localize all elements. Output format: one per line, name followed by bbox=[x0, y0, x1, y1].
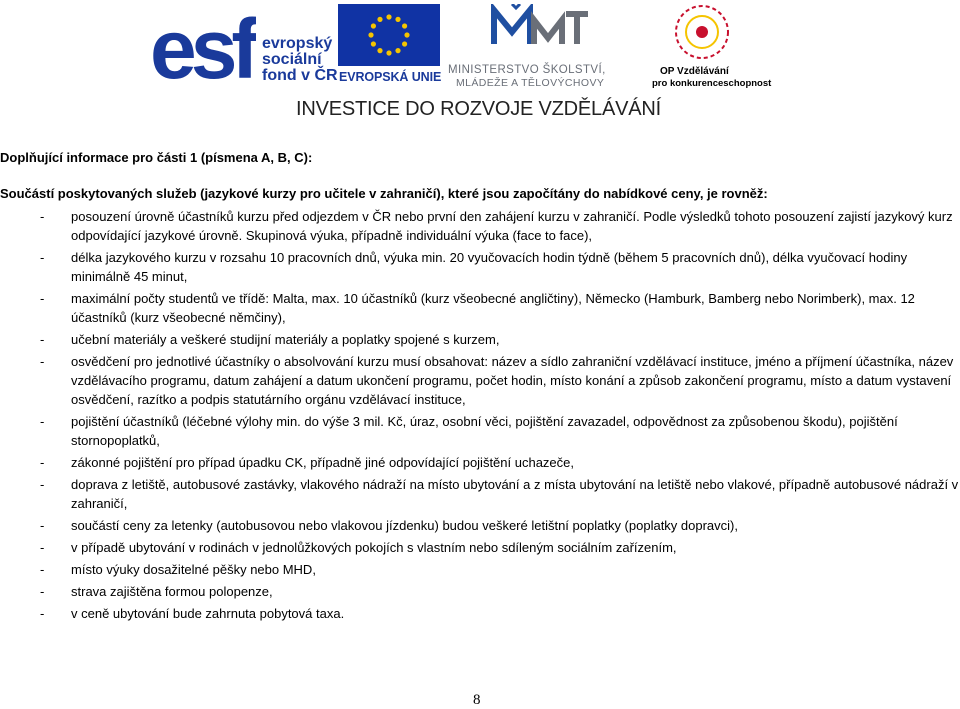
eu-flag-icon bbox=[338, 4, 440, 66]
list-bullet: - bbox=[40, 250, 45, 265]
esf-text-line: fond v ČR bbox=[262, 67, 338, 84]
op-vk-emblem-icon bbox=[652, 2, 752, 64]
list-item-text: pojištění účastníků (léčebné výlohy min. do výše 3 mil. Kč, úraz, osobní věci, pojištění zavazadel, odpovědnost za způsobenou škodu), pojištění stornopoplatků, bbox=[71, 414, 898, 448]
list-bullet: - bbox=[40, 209, 45, 224]
op-vk-line2: pro konkurenceschopnost bbox=[652, 78, 772, 89]
intro-paragraph: Součástí poskytovaných služeb (jazykové kurzy pro učitele v zahraničí), které jsou započítány do nabídkové ceny, je rovněž: bbox=[0, 186, 768, 201]
list-item-text: místo výuky dosažitelné pěšky nebo MHD, bbox=[71, 562, 316, 577]
list-item bbox=[0, 560, 960, 579]
list-bullet: - bbox=[40, 414, 45, 429]
list-bullet: - bbox=[40, 477, 45, 492]
list-bullet: - bbox=[40, 562, 45, 577]
list-bullet: - bbox=[40, 584, 45, 599]
list-item-text: v případě ubytování v rodinách v jednolůžkových pokojích s vlastním nebo sdíleným sociálním zařízením, bbox=[71, 540, 677, 555]
list-item-text: strava zajištěna formou polopenze, bbox=[71, 584, 273, 599]
list-item-text: osvědčení pro jednotlivé účastníky o absolvování kurzu musí obsahovat: název a sídlo zahraniční vzdělávací instituce, jméno a příjmení účastníka, název vzdělávacího programu, datum zahájení a datum ukončení programu, počet hodin, místo konání a způsob zakončení programu, místo a datum vystavení osvědčení, razítko a podpis statutárního orgánu vzdělávací instituce, bbox=[71, 354, 954, 407]
list-item bbox=[0, 516, 960, 535]
list-item-text: délka jazykového kurzu v rozsahu 10 pracovních dnů, výuka min. 20 vyučovacích hodin týdně (během 5 pracovních dnů), délka vyučovací hodiny minimálně 45 minut, bbox=[71, 250, 908, 284]
list-bullet: - bbox=[40, 332, 45, 347]
list-item bbox=[0, 453, 960, 472]
list-item bbox=[0, 289, 960, 327]
eu-label: EVROPSKÁ UNIE bbox=[339, 70, 442, 84]
list-item bbox=[0, 604, 960, 623]
list-item-text: posouzení úrovně účastníků kurzu před odjezdem v ČR nebo první den zahájení kurzu v zahraničí. Podle výsledků tohoto posouzení zajistí jazykový kurz odpovídající jazykové úrovně. Skupinová výuka, případně individuální výuka (face to face), bbox=[71, 209, 953, 243]
list-item bbox=[0, 538, 960, 557]
services-list bbox=[0, 207, 960, 626]
eu-logo bbox=[338, 4, 440, 86]
msmt-name-line2: MLÁDEŽE A TĚLOVÝCHOVY bbox=[456, 77, 605, 89]
list-bullet: - bbox=[40, 540, 45, 555]
list-bullet: - bbox=[40, 354, 45, 369]
msmt-emblem-icon bbox=[448, 4, 624, 64]
esf-logo bbox=[150, 4, 256, 84]
list-item-text: doprava z letiště, autobusové zastávky, vlakového nádraží na místo ubytování a z místa ubytování na letiště nebo vlakové, případně autobusové nádraží v zahraničí, bbox=[71, 477, 959, 511]
msmt-name-line1: MINISTERSTVO ŠKOLSTVÍ, bbox=[448, 64, 606, 76]
list-item bbox=[0, 352, 960, 409]
svg-text:esf: esf bbox=[150, 4, 254, 84]
esf-logo-text bbox=[262, 36, 338, 84]
investment-slogan: INVESTICE DO ROZVOJE VZDĚLÁVÁNÍ bbox=[296, 98, 661, 120]
list-item bbox=[0, 207, 960, 245]
list-bullet: - bbox=[40, 518, 45, 533]
list-item-text: součástí ceny za letenky (autobusovou nebo vlakovou jízdenku) budou veškeré letištní poplatky (poplatky dopravci), bbox=[71, 518, 738, 533]
list-item-text: maximální počty studentů ve třídě: Malta, max. 10 účastníků (kurz všeobecné angličtiny), Německo (Hamburk, Bamberg nebo Norimberk), max. 12 účastníků (kurz všeobecné němčiny), bbox=[71, 291, 915, 325]
list-bullet: - bbox=[40, 606, 45, 621]
section-heading: Doplňující informace pro části 1 (písmena A, B, C): bbox=[0, 150, 313, 165]
op-vk-line1: OP Vzdělávání bbox=[660, 66, 729, 77]
document-header bbox=[0, 0, 960, 130]
list-item bbox=[0, 582, 960, 601]
page-number: 8 bbox=[473, 692, 481, 708]
esf-text-line: sociální bbox=[262, 51, 322, 68]
msmt-logo bbox=[448, 4, 624, 88]
list-item bbox=[0, 475, 960, 513]
list-bullet: - bbox=[40, 291, 45, 306]
esf-text-line: evropský bbox=[262, 35, 333, 52]
list-bullet: - bbox=[40, 455, 45, 470]
list-item-text: zákonné pojištění pro případ úpadku CK, případně jiné odpovídající pojištění uchazeče, bbox=[71, 455, 575, 470]
list-item-text: v ceně ubytování bude zahrnuta pobytová taxa. bbox=[71, 606, 345, 621]
list-item bbox=[0, 412, 960, 450]
list-item-text: učební materiály a veškeré studijní materiály a poplatky spojené s kurzem, bbox=[71, 332, 500, 347]
esf-logo-icon bbox=[150, 4, 256, 84]
list-item bbox=[0, 330, 960, 349]
op-vk-logo bbox=[652, 2, 772, 89]
list-item bbox=[0, 248, 960, 286]
